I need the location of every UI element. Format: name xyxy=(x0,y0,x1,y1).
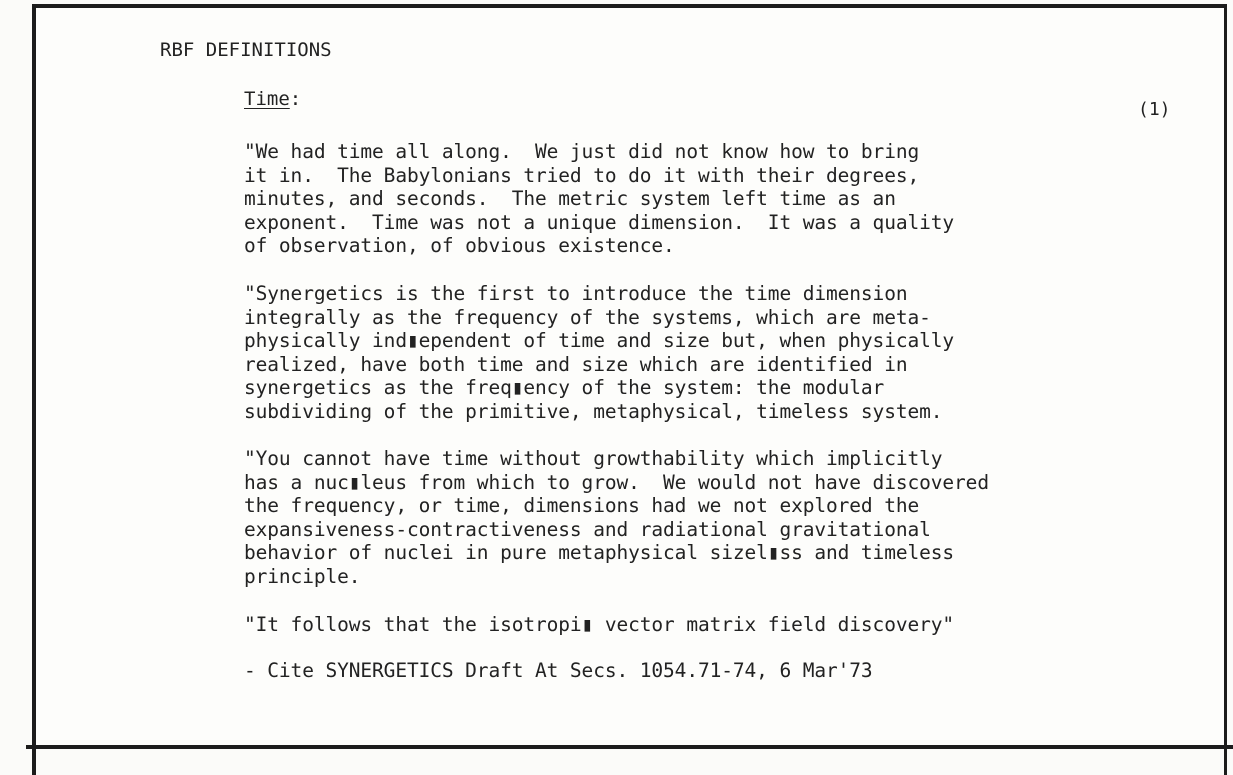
quote-paragraph: "You cannot have time without growthability which implicitly has a nuc▮leus from which to grow. We would not have discovered the frequency, or time, dimensions had we not explored the expansiveness-contractiveness and radiational gravitational behavior of nuclei in pure metaphysical sizel▮ss and timeless principle. xyxy=(244,447,989,588)
next-card-left-edge xyxy=(32,749,36,775)
card-header: RBF DEFINITIONS xyxy=(160,39,332,61)
card-number: (1) xyxy=(1138,99,1171,120)
quote-paragraph: "Synergetics is the first to introduce the time dimension integrally as the frequency of the systems, which are meta- physically ind▮ependent of time and size but, when physically realized, have both time and size which are identified in synergetics as the freq▮ency of the system: the modular subdividing of the primitive, metaphysical, timeless system. xyxy=(244,282,955,423)
citation: - Cite SYNERGETICS Draft At Secs. 1054.71-74, 6 Mar'73 xyxy=(244,659,873,682)
card-divider xyxy=(26,745,1233,749)
term-word: Time xyxy=(244,88,290,110)
term-colon: : xyxy=(289,88,302,110)
term-heading xyxy=(244,88,301,110)
quote-paragraph: "We had time all along. We just did not know how to bring it in. The Babylonians tried to do it with their degrees, minutes, and seconds. The metric system left time as an exponent. Time was not a unique dimension. It was a quality of observation, of obvious existence. xyxy=(244,140,955,258)
next-card-right-edge xyxy=(1224,749,1227,775)
quote-paragraph: "It follows that the isotropi▮ vector matrix field discovery" xyxy=(244,613,955,636)
